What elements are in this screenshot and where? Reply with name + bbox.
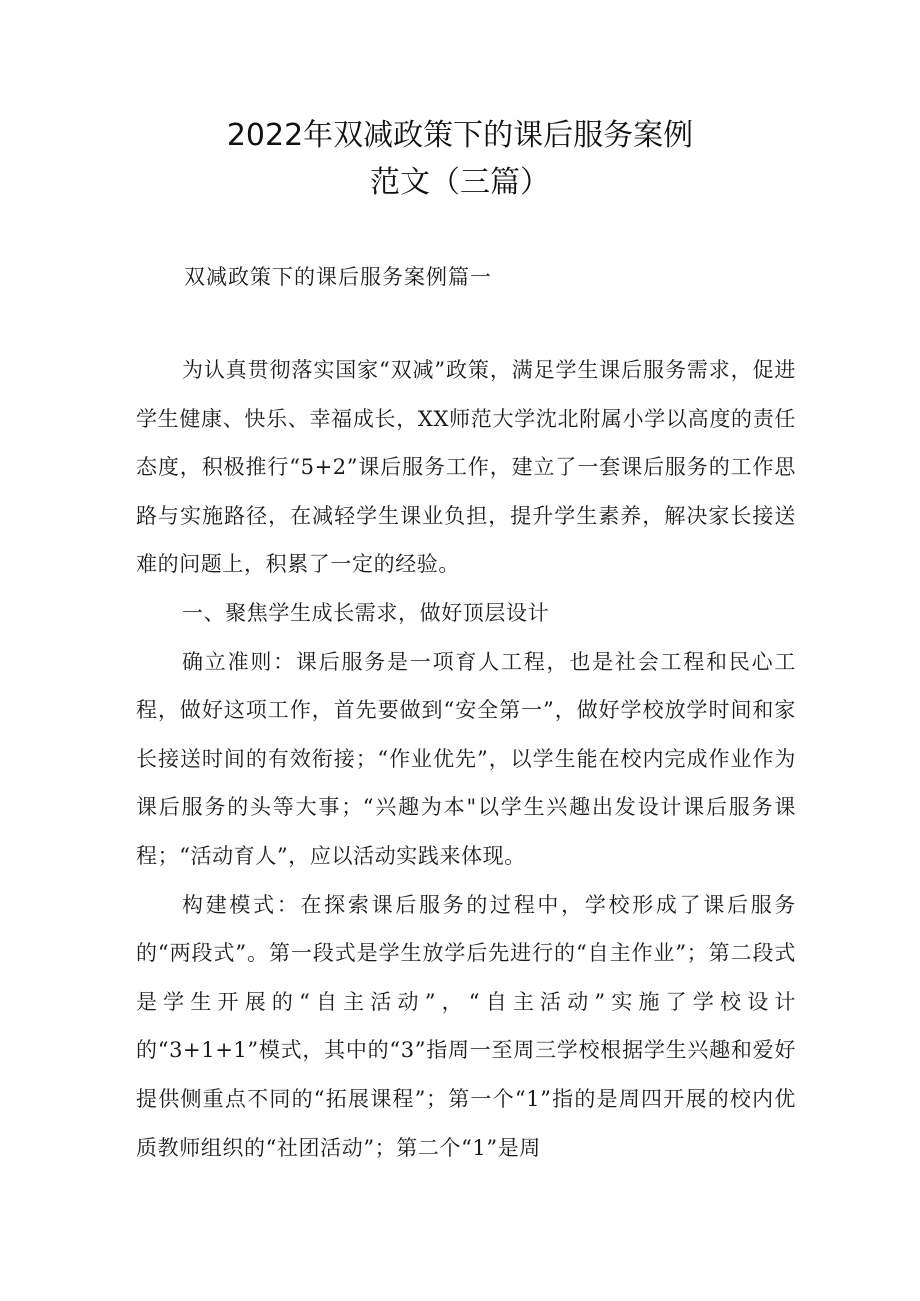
paragraph-heading-1: 一、聚焦学生成长需求，做好顶层设计: [182, 600, 550, 625]
document-body: [136, 346, 796, 1172]
document-title-line-2: 范文（三篇）: [370, 165, 550, 200]
section-title: 双减政策下的课后服务案例篇一: [184, 265, 492, 289]
paragraph-principles: 确立准则：课后服务是一项育人工程，也是社会工程和民心工程，做好这项工作，首先要做到“安全第一”，做好学校放学时间和家长接送时间的有效衔接；“作业优先”，以学生能在校内完成作业作为课后服务的头等大事；“兴趣为本"以学生兴趣出发设计课后服务课程；“活动育人”，应以活动实践来体现。: [136, 649, 796, 868]
paragraph-model: 构建模式：在探索课后服务的过程中，学校形成了课后服务的“两段式”。第一段式是学生放学后先进行的“自主作业”；第二段式是学生开展的“自主活动”，“自主活动”实施了学校设计的“3+1+1”模式，其中的“3”指周一至周三学校根据学生兴趣和爱好提供侧重点不同的“拓展课程”；第一个“1”指的是周四开展的校内优质教师组织的“社团活动”；第二个“1”是周: [136, 892, 796, 1160]
document-title-line-1: 2022年双减政策下的课后服务案例: [226, 118, 694, 153]
paragraph-intro: 为认真贯彻落实国家“双减”政策，满足学生课后服务需求，促进学生健康、快乐、幸福成长，XX师范大学沈北附属小学以高度的责任态度，积极推行“5+2”课后服务工作，建立了一套课后服务的工作思路与实施路径，在减轻学生课业负担，提升学生素养，解决家长接送难的问题上，积累了一定的经验。: [136, 358, 796, 577]
